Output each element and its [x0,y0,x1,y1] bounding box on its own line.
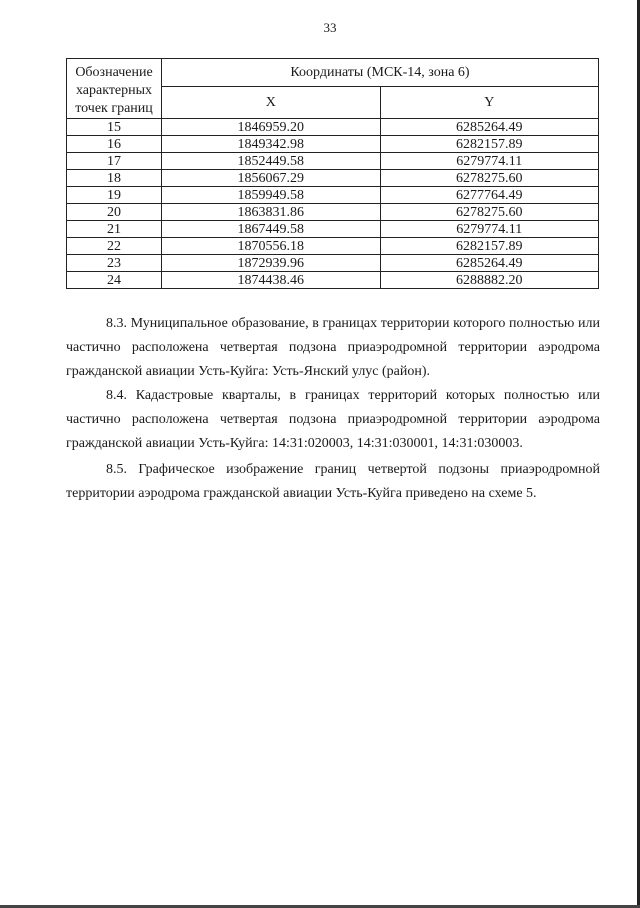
y-cell: 6278275.60 [380,170,599,187]
table-row [67,204,599,221]
table-row [67,255,599,272]
point-cell: 16 [67,136,162,153]
designation-header-line: точек границ [75,101,153,116]
x-cell: 1856067.29 [162,170,381,187]
table-row [67,272,599,289]
page-number: 33 [323,20,337,35]
x-column-header: X [162,86,381,118]
table-row [67,136,599,153]
y-cell: 6279774.11 [380,153,599,170]
x-cell: 1846959.20 [162,119,381,136]
table-row [67,119,599,136]
x-cell: 1859949.58 [162,187,381,204]
coordinates-header: Координаты (МСК-14, зона 6) [162,59,599,87]
point-cell: 23 [67,255,162,272]
designation-header [67,59,162,119]
y-cell: 6278275.60 [380,204,599,221]
y-cell: 6288882.20 [380,272,599,289]
paragraph-8-4: 8.4. Кадастровые кварталы, в границах территорий которых полностью или частично расположена четвертая подзона приаэродромной территории аэродрома гражданской авиации Усть-Куйга: 14:31:020003, 14:31:030001, 14:31:030003. [66,388,600,451]
designation-header-line: Обозначение [75,65,153,80]
x-cell: 1874438.46 [162,272,381,289]
table-row [67,221,599,238]
point-cell: 19 [67,187,162,204]
paragraph-8-5: 8.5. Графическое изображение границ четвертой подзоны приаэродромной территории аэродрома гражданской авиации Усть-Куйга приведено на схеме 5. [66,462,600,501]
point-cell: 20 [67,204,162,221]
x-cell: 1867449.58 [162,221,381,238]
x-cell: 1863831.86 [162,204,381,221]
designation-header-line: характерных [75,83,153,98]
y-cell: 6285264.49 [380,119,599,136]
y-cell: 6282157.89 [380,238,599,255]
table-row [67,170,599,187]
x-cell: 1849342.98 [162,136,381,153]
x-cell: 1852449.58 [162,153,381,170]
point-cell: 24 [67,272,162,289]
x-cell: 1870556.18 [162,238,381,255]
point-cell: 18 [67,170,162,187]
table-row [67,238,599,255]
y-cell: 6282157.89 [380,136,599,153]
y-cell: 6277764.49 [380,187,599,204]
x-cell: 1872939.96 [162,255,381,272]
coordinates-table [66,58,599,289]
paragraph-8-3: 8.3. Муниципальное образование, в границах территории которого полностью или частично расположена четвертая подзона приаэродромной территории аэродрома гражданской авиации Усть-Куйга: Усть-Янский улус (район). [66,316,600,379]
point-cell: 15 [67,119,162,136]
point-cell: 21 [67,221,162,238]
table-row [67,187,599,204]
point-cell: 17 [67,153,162,170]
y-cell: 6285264.49 [380,255,599,272]
y-cell: 6279774.11 [380,221,599,238]
table-row [67,153,599,170]
y-column-header: Y [380,86,599,118]
point-cell: 22 [67,238,162,255]
